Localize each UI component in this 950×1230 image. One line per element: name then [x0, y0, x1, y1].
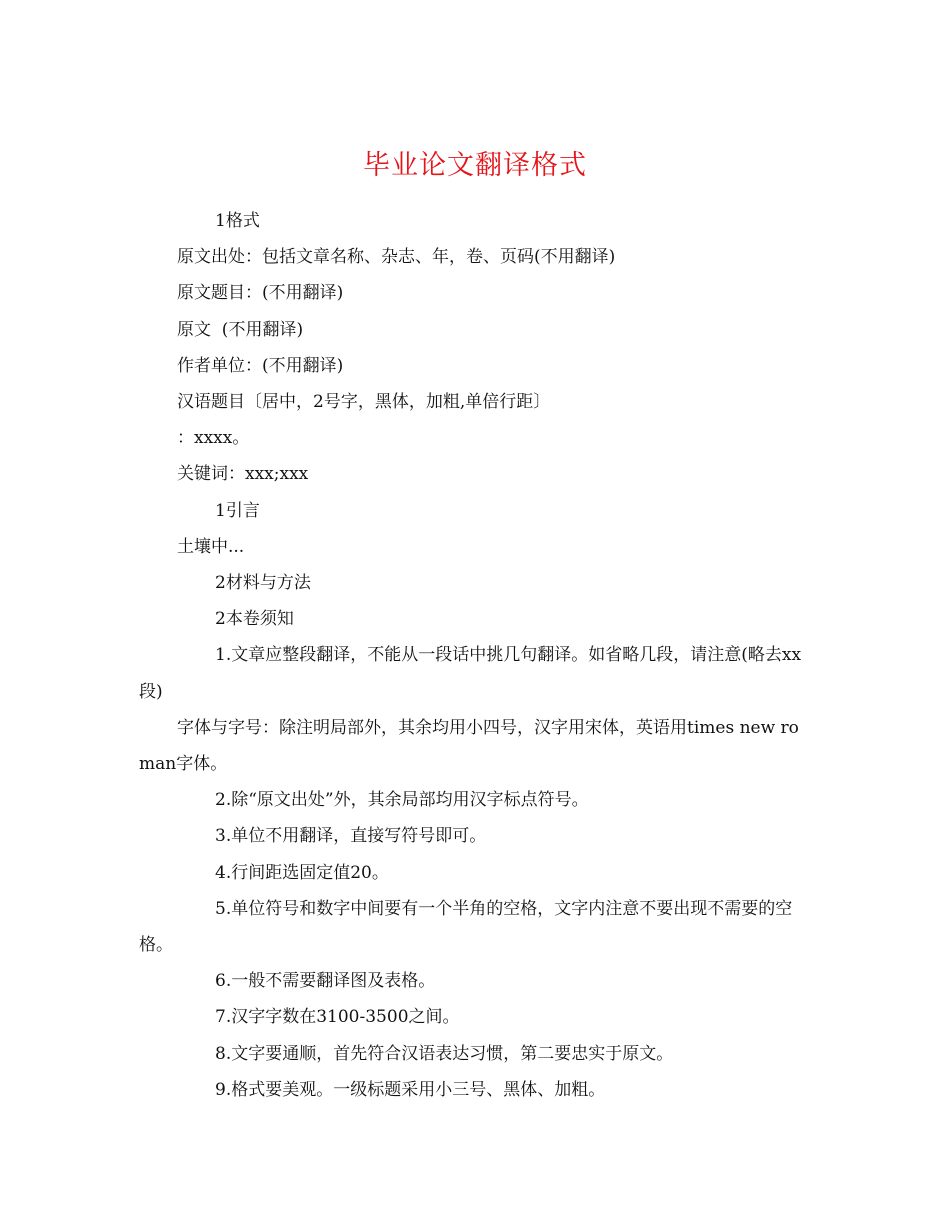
paragraph-text: 材料与方法 — [225, 573, 311, 594]
list-item-1 — [139, 637, 811, 709]
document-title: 毕业论文翻译格式 — [363, 150, 587, 182]
paragraph-text: 汉语题目〔居中，2号字，黑体，加粗,单倍行距〕 — [177, 392, 551, 413]
paragraph-text: 字体与字号：除注明局部外，其余均用小四号，汉字用宋体，英语用times new roman字体。 — [139, 717, 799, 775]
list-item-4 — [139, 855, 811, 891]
paragraph-number: 1 — [215, 211, 226, 231]
list-item-9 — [139, 1072, 811, 1108]
list-number: 8. — [215, 1043, 232, 1064]
list-item-7 — [139, 999, 811, 1035]
list-text: 单位不用翻译，直接写符号即可。 — [231, 826, 487, 847]
list-text: 格式要美观。一级标题采用小三号、黑体、加粗。 — [231, 1079, 606, 1100]
list-number: 2. — [215, 790, 232, 811]
list-text: 除“原文出处”外，其余局部均用汉字标点符号。 — [231, 790, 589, 811]
list-text: 汉字字数在3100-3500之间。 — [231, 1007, 460, 1028]
paragraph-text: 土壤中... — [177, 536, 245, 557]
list-number: 5. — [215, 898, 232, 919]
paragraph-text: 原文题目：(不用翻译) — [177, 283, 344, 304]
paragraph-original-text — [139, 312, 811, 348]
list-number: 6. — [215, 971, 232, 992]
paragraph-number: 1 — [215, 500, 226, 521]
paragraph-text: 关键词：xxx;xxx — [177, 464, 309, 485]
document-body — [139, 203, 811, 1108]
paragraph-text: 作者单位：(不用翻译) — [177, 355, 344, 376]
list-text: 一般不需要翻译图及表格。 — [231, 971, 436, 992]
list-item-8 — [139, 1036, 811, 1072]
list-text: 文章应整段翻译，不能从一段话中挑几句翻译。如省略几段，请注意(略去xx段) — [139, 645, 802, 702]
paragraph-text: 原文 (不用翻译) — [177, 319, 304, 340]
paragraph-text: 格式 — [225, 211, 260, 231]
list-number: 7. — [215, 1007, 232, 1028]
paragraph-text: 本卷须知 — [225, 609, 294, 630]
list-item-3 — [139, 818, 811, 854]
paragraph-font-size — [139, 710, 811, 782]
section-heading-notes — [139, 601, 811, 637]
list-text: 文字要通顺，首先符合汉语表达习惯，第二要忠实于原文。 — [231, 1043, 674, 1064]
section-heading-format — [139, 203, 811, 239]
paragraph-abstract — [139, 420, 811, 456]
section-heading-introduction — [139, 493, 811, 529]
paragraph-chinese-title — [139, 384, 811, 420]
paragraph-source — [139, 239, 811, 275]
list-number: 9. — [215, 1079, 232, 1100]
list-item-2 — [139, 782, 811, 818]
paragraph-original-title — [139, 275, 811, 311]
paragraph-number: 2 — [215, 573, 226, 594]
section-heading-materials — [139, 565, 811, 601]
list-text: 单位符号和数字中间要有一个半角的空格，文字内注意不要出现不需要的空格。 — [139, 898, 793, 956]
paragraph-soil — [139, 529, 811, 565]
list-number: 4. — [215, 862, 232, 883]
paragraph-text: ：xxxx。 — [177, 428, 250, 449]
list-number: 1. — [215, 645, 232, 666]
list-number: 3. — [215, 826, 232, 847]
paragraph-number: 2 — [215, 609, 226, 630]
paragraph-text: 引言 — [225, 500, 260, 521]
paragraph-keywords — [139, 456, 811, 492]
paragraph-author-unit — [139, 348, 811, 384]
list-item-6 — [139, 963, 811, 999]
list-item-5 — [139, 891, 811, 963]
list-text: 行间距选固定值20。 — [231, 862, 389, 883]
paragraph-text: 原文出处：包括文章名称、杂志、年，卷、页码(不用翻译) — [177, 247, 616, 268]
